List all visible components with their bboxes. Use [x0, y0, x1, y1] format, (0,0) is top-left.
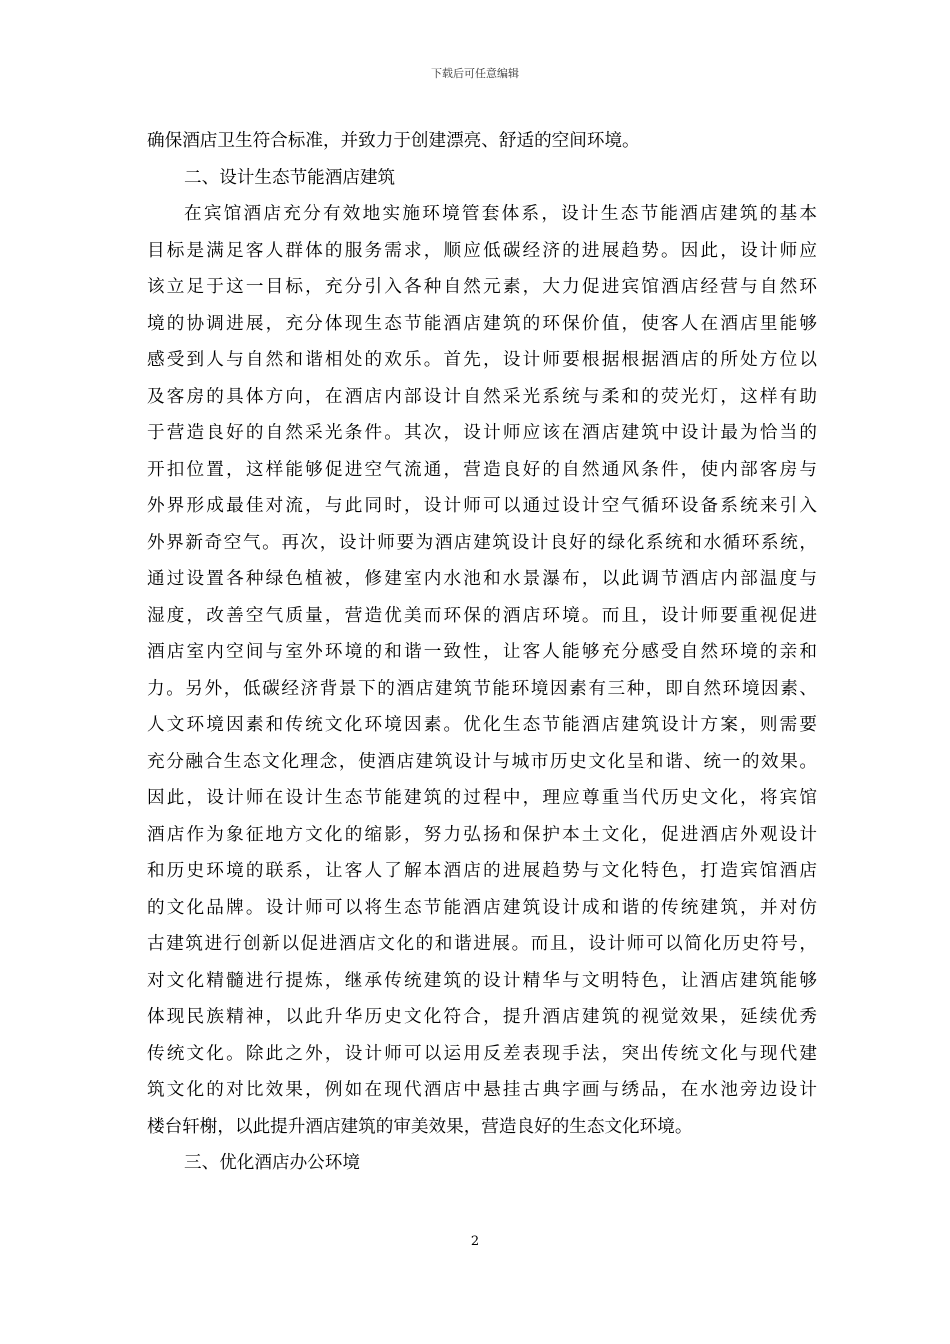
paragraph-line: 酒店室内空间与室外环境的和谐一致性，让客人能够充分感受自然环境的亲和 [147, 642, 817, 662]
paragraph-line: 在宾馆酒店充分有效地实施环境管套体系，设计生态节能酒店建筑的基本 [184, 204, 817, 224]
paragraph-line: 体现民族精神，以此升华历史文化符合，提升酒店建筑的视觉效果，延续优秀 [147, 1007, 817, 1027]
paragraph-line: 外界新奇空气。再次，设计师要为酒店建筑设计良好的绿化系统和水循环系统， [147, 532, 817, 553]
paragraph-line: 外界形成最佳对流，与此同时，设计师可以通过设计空气循环设备系统来引入 [147, 496, 817, 516]
paragraph-line: 楼台轩榭，以此提升酒店建筑的审美效果，营造良好的生态文化环境。 [147, 1116, 693, 1137]
paragraph-line: 人文环境因素和传统文化环境因素。优化生态节能酒店建筑设计方案，则需要 [147, 715, 817, 735]
section-heading: 二、设计生态节能酒店建筑 [184, 167, 396, 188]
paragraph-line: 对文化精髓进行提炼，继承传统建筑的设计精华与文明特色，让酒店建筑能够 [147, 970, 817, 991]
paragraph-line: 目标是满足客人群体的服务需求，顺应低碳经济的进展趋势。因此，设计师应 [147, 240, 817, 261]
paragraph-line: 的文化品牌。设计师可以将生态节能酒店建筑设计成和谐的传统建筑，并对仿 [147, 897, 817, 918]
paragraph-line: 传统文化。除此之外，设计师可以运用反差表现手法，突出传统文化与现代建 [147, 1043, 817, 1064]
paragraph-line: 因此，设计师在设计生态节能建筑的过程中，理应尊重当代历史文化，将宾馆 [147, 788, 817, 808]
page-number: 2 [470, 1234, 480, 1249]
paragraph-line: 境的协调进展，充分体现生态节能酒店建筑的环保价值，使客人在酒店里能够 [147, 313, 817, 334]
paragraph-line: 通过设置各种绿色植被，修建室内水池和水景瀑布，以此调节酒店内部温度与 [147, 569, 817, 589]
paragraph-line: 充分融合生态文化理念，使酒店建筑设计与城市历史文化呈和谐、统一的效果。 [147, 751, 817, 772]
paragraph-line: 力。另外，低碳经济背景下的酒店建筑节能环境因素有三种，即自然环境因素、 [147, 678, 817, 699]
section-heading: 三、优化酒店办公环境 [184, 1153, 360, 1173]
paragraph-line: 酒店作为象征地方文化的缩影，努力弘扬和保护本土文化，促进酒店外观设计 [147, 824, 817, 845]
paragraph-line: 于营造良好的自然采光条件。其次，设计师应该在酒店建筑中设计最为恰当的 [147, 423, 817, 443]
paragraph-line: 和历史环境的联系，让客人了解本酒店的进展趋势与文化特色，打造宾馆酒店 [147, 861, 817, 881]
document-body [147, 123, 817, 1182]
paragraph-line: 及客房的具体方向，在酒店内部设计自然采光系统与柔和的荧光灯，这样有助 [147, 386, 817, 407]
paragraph-line: 古建筑进行创新以促进酒店文化的和谐进展。而且，设计师可以简化历史符号， [147, 934, 817, 954]
paragraph-line: 筑文化的对比效果，例如在现代酒店中悬挂古典字画与绣品，在水池旁边设计 [147, 1080, 817, 1100]
page-header: 下载后可任意编辑 [431, 67, 519, 80]
paragraph-line: 开扣位置，这样能够促进空气流通，营造良好的自然通风条件，使内部客房与 [147, 459, 817, 480]
paragraph-line: 湿度，改善空气质量，营造优美而环保的酒店环境。而且，设计师要重视促进 [147, 605, 817, 626]
paragraph-line: 确保酒店卫生符合标准，并致力于创建漂亮、舒适的空间环境。 [147, 131, 640, 151]
paragraph-line: 该立足于这一目标，充分引入各种自然元素，大力促进宾馆酒店经营与自然环 [147, 277, 817, 297]
paragraph-line: 感受到人与自然和谐相处的欢乐。首先，设计师要根据根据酒店的所处方位以 [147, 350, 817, 370]
